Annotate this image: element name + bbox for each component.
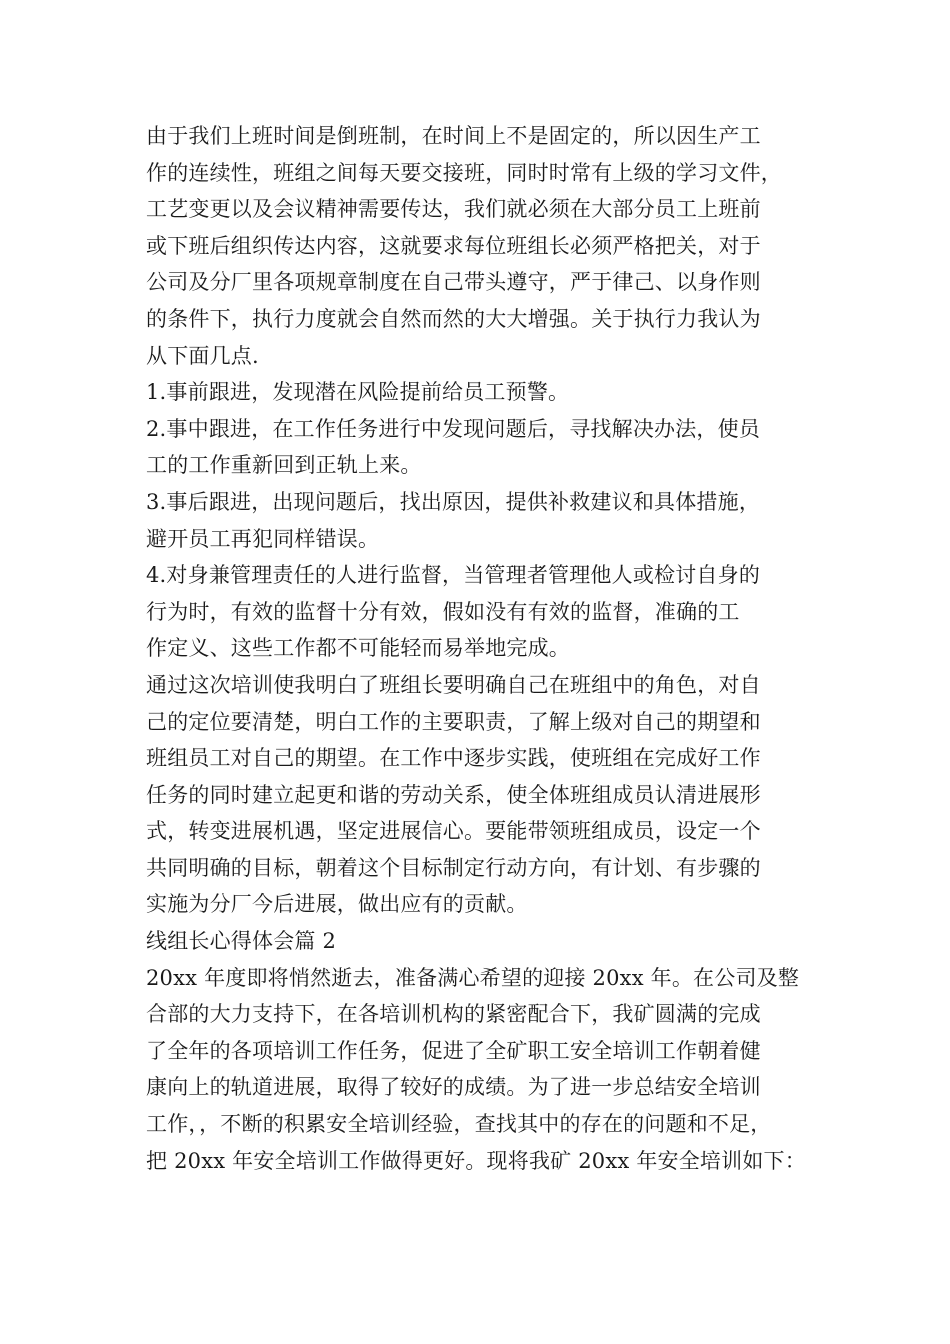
text-line: 避开员工再犯同样错误。	[146, 526, 380, 551]
text-line: 20xx 年度即将悄然逝去，准备满心希望的迎接 20xx 年。在公司及整	[146, 965, 800, 990]
text-line: 己的定位要清楚，明白工作的主要职责，了解上级对自己的期望和	[146, 709, 761, 734]
text-line: 康向上的轨道进展，取得了较好的成绩。为了进一步总结安全培训	[146, 1075, 761, 1100]
text-line: 作定义、这些工作都不可能轻而易举地完成。	[146, 636, 570, 661]
text-line: 从下面几点.	[146, 343, 259, 368]
text-line: 工的工作重新回到正轨上来。	[146, 453, 422, 478]
text-line: 行为时，有效的监督十分有效，假如没有有效的监督，准确的工	[146, 599, 740, 624]
text-line: 公司及分厂里各项规章制度在自己带头遵守，严于律己、以身作则	[146, 270, 761, 295]
text-line: 的条件下，执行力度就会自然而然的大大增强。关于执行力我认为	[146, 306, 761, 331]
text-line: 把 20xx 年安全培训工作做得更好。现将我矿 20xx 年安全培训如下：	[146, 1148, 806, 1173]
text-line: 班组员工对自己的期望。在工作中逐步实践，使班组在完成好工作	[146, 746, 761, 771]
text-line: 由于我们上班时间是倒班制，在时间上不是固定的，所以因生产工	[146, 124, 761, 148]
text-line: 实施为分厂今后进展，做出应有的贡献。	[146, 892, 528, 917]
list-item-3: 3.事后跟进，出现问题后，找出原因，提供补救建议和具体措施，	[146, 489, 761, 514]
text-line: 任务的同时建立起更和谐的劳动关系，使全体班组成员认清进展形	[146, 782, 761, 807]
list-item-4: 4.对身兼管理责任的人进行监督，当管理者管理他人或检讨自身的	[146, 563, 761, 588]
text-line: 或下班后组织传达内容，这就要求每位班组长必须严格把关，对于	[146, 233, 761, 258]
list-item-1: 1.事前跟进，发现潜在风险提前给员工预警。	[146, 380, 570, 405]
text-line: 共同明确的目标，朝着这个目标制定行动方向，有计划、有步骤的	[146, 855, 761, 880]
section-heading: 线组长心得体会篇 2	[146, 929, 337, 954]
document-body	[146, 118, 826, 1179]
text-line: 式，转变进展机遇，坚定进展信心。要能带领班组成员，设定一个	[146, 819, 761, 844]
text-line: 工作，，不断的积累安全培训经验，查找其中的存在的问题和不足，	[146, 1112, 772, 1137]
text-line: 了全年的各项培训工作任务，促进了全矿职工安全培训工作朝着健	[146, 1038, 761, 1063]
list-item-2: 2.事中跟进，在工作任务进行中发现问题后，寻找解决办法，使员	[146, 416, 761, 441]
text-line: 通过这次培训使我明白了班组长要明确自己在班组中的角色，对自	[146, 672, 761, 697]
text-line: 作的连续性，班组之间每天要交接班，同时时常有上级的学习文件，	[146, 160, 782, 185]
text-line: 合部的大力支持下，在各培训机构的紧密配合下，我矿圆满的完成	[146, 1002, 761, 1027]
text-line: 工艺变更以及会议精神需要传达，我们就必须在大部分员工上班前	[146, 197, 761, 222]
